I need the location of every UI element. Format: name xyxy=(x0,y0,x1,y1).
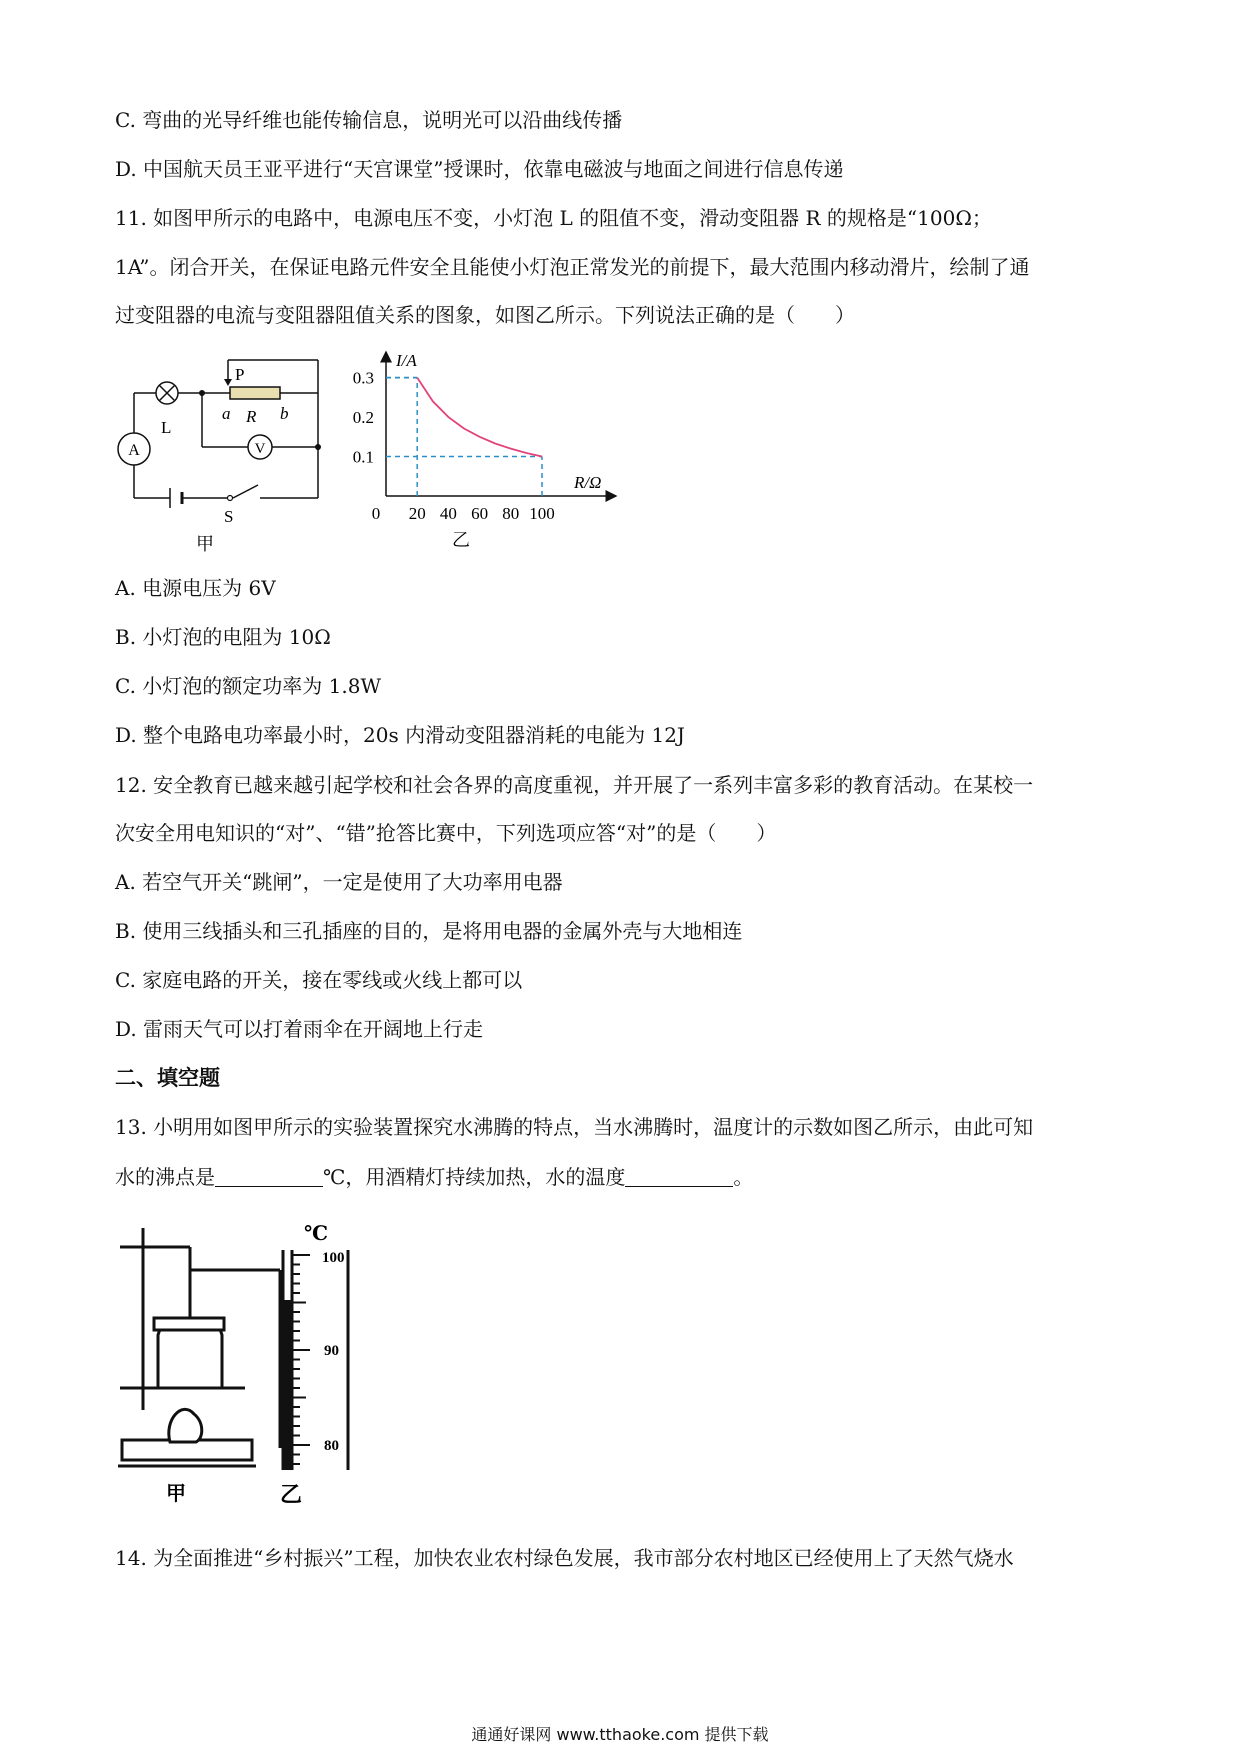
voltmeter-label: V xyxy=(254,441,266,457)
label-p: P xyxy=(235,365,245,384)
q10-option-d: D. 中国航天员王亚平进行“天宫课堂”授课时，依靠电磁波与地面之间进行信息传递 xyxy=(115,157,844,181)
q12-stem-line-1: 12. 安全教育已越来越引起学校和社会各界的高度重视，并开展了一系列丰富多彩的教育活动。在某校一 xyxy=(115,773,1034,797)
q14-stem-line-1: 14. 为全面推进“乡村振兴”工程，加快农业农村绿色发展，我市部分农村地区已经使用上了天然气烧水 xyxy=(115,1546,1014,1570)
q11-stem-line-2: 1A”。闭合开关，在保证电路元件安全且能使小灯泡正常发光的前提下，最大范围内移动滑片，绘制了通 xyxy=(115,255,1030,279)
q12-option-a: A. 若空气开关“跳闸”，一定是使用了大功率用电器 xyxy=(115,870,563,894)
q13-text-c: 。 xyxy=(733,1165,754,1189)
q11-stem-line-3: 过变阻器的电流与变阻器阻值关系的图象，如图乙所示。下列说法正确的是（ ） xyxy=(115,303,855,327)
page-footer: 通通好课网 www.tthaoke.com 提供下载 xyxy=(471,1725,769,1744)
q11-option-b: B. 小灯泡的电阻为 10Ω xyxy=(115,625,331,649)
boiling-apparatus-figure xyxy=(110,1210,410,1510)
x-tick-label: 80 xyxy=(502,504,520,523)
scale-label-100: 100 xyxy=(322,1250,345,1266)
chart-caption: 乙 xyxy=(452,530,470,550)
q13-stem-line-2 xyxy=(115,1163,753,1191)
rheostat xyxy=(230,387,280,399)
q12-option-d: D. 雷雨天气可以打着雨伞在开阔地上行走 xyxy=(115,1017,484,1041)
label-l: L xyxy=(161,418,172,437)
label-s: S xyxy=(224,507,234,526)
x-tick-label: 60 xyxy=(471,504,489,523)
answer-blank-1[interactable] xyxy=(215,1166,323,1187)
q12-option-c: C. 家庭电路的开关，接在零线或火线上都可以 xyxy=(115,968,523,992)
q10-option-c: C. 弯曲的光导纤维也能传输信息，说明光可以沿曲线传播 xyxy=(115,108,623,132)
scale-label-90: 90 xyxy=(324,1343,339,1359)
thermometer-caption: 乙 xyxy=(280,1482,303,1507)
thermometer-unit: ℃ xyxy=(304,1223,328,1245)
q13-text-b: ℃，用酒精灯持续加热，水的温度 xyxy=(323,1165,626,1189)
ammeter-label: A xyxy=(128,442,140,459)
q11-option-c: C. 小灯泡的额定功率为 1.8W xyxy=(115,674,382,698)
circuit-diagram xyxy=(110,350,330,560)
q11-option-d: D. 整个电路电功率最小时，20s 内滑动变阻器消耗的电能为 12J xyxy=(115,723,685,747)
answer-blank-2[interactable] xyxy=(625,1166,733,1187)
section-heading: 二、填空题 xyxy=(115,1066,220,1090)
q11-option-a: A. 电源电压为 6V xyxy=(115,576,276,600)
q12-stem-line-2: 次安全用电知识的“对”、“错”抢答比赛中，下列选项应答“对”的是（ ） xyxy=(115,821,777,845)
x-tick-label: 100 xyxy=(529,504,555,523)
q13-text-a: 水的沸点是 xyxy=(115,1165,215,1189)
y-tick-label: 0.3 xyxy=(352,368,374,388)
y-axis-label: I/A xyxy=(396,351,417,370)
x-tick-label: 20 xyxy=(408,504,426,523)
y-tick-label: 0.2 xyxy=(352,408,374,428)
q12-option-b: B. 使用三线插头和三孔插座的目的，是将用电器的金属外壳与大地相连 xyxy=(115,919,743,943)
y-tick-label: 0.1 xyxy=(352,447,374,467)
label-b: b xyxy=(280,404,289,423)
q13-stem-line-1: 13. 小明用如图甲所示的实验装置探究水沸腾的特点，当水沸腾时，温度计的示数如图乙所示，由此可知 xyxy=(115,1115,1034,1139)
origin-label: 0 xyxy=(371,504,381,523)
current-resistance-chart xyxy=(330,348,640,560)
scale-label-80: 80 xyxy=(324,1438,339,1454)
x-tick-label: 40 xyxy=(439,504,457,523)
current-curve xyxy=(417,378,542,457)
x-axis-label: R/Ω xyxy=(574,473,602,492)
label-r: R xyxy=(246,407,257,426)
label-a: a xyxy=(222,404,231,423)
apparatus-caption: 甲 xyxy=(166,1483,186,1505)
circuit-caption: 甲 xyxy=(196,534,214,554)
q11-stem-line-1: 11. 如图甲所示的电路中，电源电压不变，小灯泡 L 的阻值不变，滑动变阻器 R 的规格是“100Ω； xyxy=(115,206,992,230)
